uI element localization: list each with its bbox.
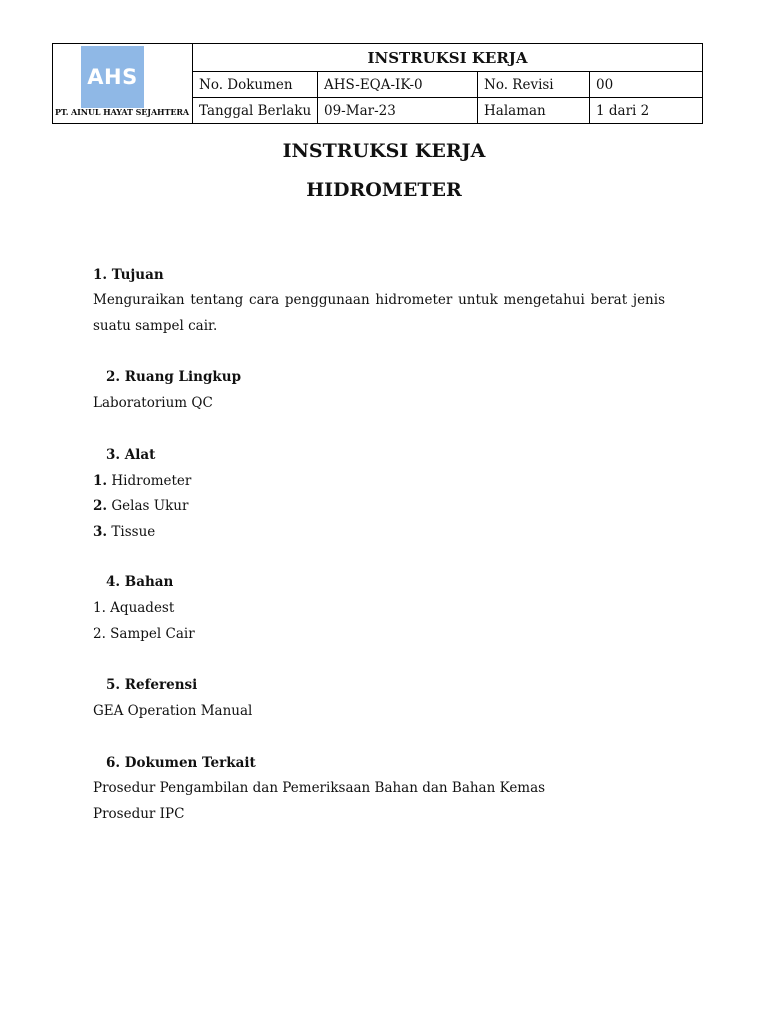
- section-body-tujuan: Menguraikan tentang cara penggunaan hidrometer untuk mengetahui berat jenis suatu sampel cair.: [93, 292, 665, 334]
- list-item: [93, 468, 191, 494]
- list-item-number: 1.: [93, 473, 108, 489]
- list-item: Prosedur Pengambilan dan Pemeriksaan Bahan dan Bahan Kemas: [93, 780, 546, 796]
- company-name: PT. AINUL HAYAT SEJAHTERA: [54, 107, 190, 117]
- list-item: 1. Aquadest: [93, 600, 175, 616]
- section-heading-alat: 3. Alat: [106, 447, 156, 463]
- list-item: [93, 519, 155, 545]
- section-heading-referensi: 5. Referensi: [106, 677, 198, 693]
- document-subtitle: HIDROMETER: [306, 179, 462, 201]
- no-dokumen-value: AHS-EQA-IK-0: [318, 72, 478, 98]
- list-item: 2. Sampel Cair: [93, 626, 195, 642]
- tanggal-berlaku-label: Tanggal Berlaku: [193, 98, 318, 124]
- company-logo: [53, 44, 191, 122]
- document-header-table: [52, 43, 703, 124]
- halaman-label: Halaman: [478, 98, 590, 124]
- section-heading-ruang-lingkup: 2. Ruang Lingkup: [106, 369, 242, 385]
- no-dokumen-label: No. Dokumen: [193, 72, 318, 98]
- list-item: [93, 493, 188, 519]
- ahs-logo-icon: [81, 46, 144, 108]
- section-body-referensi: GEA Operation Manual: [93, 703, 253, 719]
- logo-cell: [53, 44, 193, 124]
- section-body-ruang-lingkup: Laboratorium QC: [93, 395, 213, 411]
- section-heading-dokumen-terkait: 6. Dokumen Terkait: [106, 755, 256, 771]
- list-item: Prosedur IPC: [93, 806, 185, 822]
- list-item-text: Gelas Ukur: [107, 498, 189, 514]
- logo-text: AHS: [87, 65, 138, 89]
- list-item-number: 2.: [93, 498, 108, 514]
- document-title: INSTRUKSI KERJA: [282, 140, 486, 162]
- header-title: INSTRUKSI KERJA: [193, 44, 703, 72]
- tanggal-berlaku-value: 09-Mar-23: [318, 98, 478, 124]
- section-heading-tujuan: 1. Tujuan: [93, 267, 164, 283]
- no-revisi-label: No. Revisi: [478, 72, 590, 98]
- halaman-value: 1 dari 2: [590, 98, 703, 124]
- list-item-text: Tissue: [107, 524, 156, 540]
- section-heading-bahan: 4. Bahan: [106, 574, 174, 590]
- no-revisi-value: 00: [590, 72, 703, 98]
- list-item-number: 3.: [93, 524, 108, 540]
- list-item-text: Hidrometer: [107, 473, 192, 489]
